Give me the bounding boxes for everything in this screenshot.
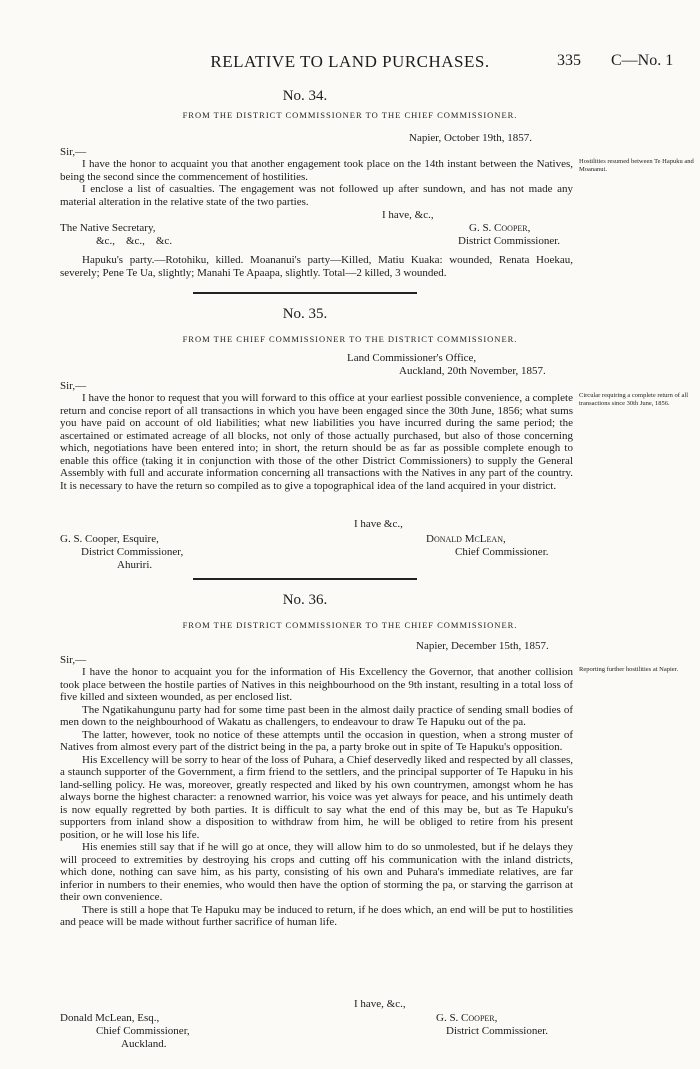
letter-36-addressee-line: Donald McLean, Esq., [60, 1012, 160, 1024]
letter-36-addressee-line: Chief Commissioner, [96, 1025, 190, 1037]
letter-35-addressee-line: Ahuriri. [117, 559, 153, 571]
letter-34-addressee-line: The Native Secretary, [60, 222, 156, 234]
letter-36-paragraph: There is still a hope that Te Hapuku may be induced to return, if he does which, an end will be put to hostilities and peace will be made without further sacrifice of human life. [60, 903, 573, 928]
letter-34-enclosure [60, 254, 573, 279]
letter-36-body [60, 666, 573, 929]
letter-36-signature-title: District Commissioner. [446, 1025, 549, 1037]
letter-36-paragraph: The Ngatikahungunu party had for some time past been in the almost daily practice of sending small bodies of men down to the neighbourhood of Wakatu as challengers, to endeavour to draw Te Hapuku out of the pa. [60, 703, 573, 728]
letter-35-margin-note: Circular requiring a complete return of all transactions since 30th June, 1856. [579, 392, 689, 407]
letter-36-paragraph: I have the honor to acquaint you for the information of His Excellency the Governor, that another collision took place between the hostile parties of Natives in this neighbourhood on the 9th instant, resulting in a total loss of five killed and sixteen wounded, as per enclosed list. [60, 666, 573, 703]
letter-36-salutation: Sir,— [60, 654, 87, 666]
letter-34-number: No. 34. [282, 88, 328, 104]
letter-36-addressee-line: Auckland. [121, 1038, 167, 1050]
letter-34-paragraph: I enclose a list of casualties. The engagement was not followed up after sundown, and has not made any material alteration in the relative state of the two parties. [60, 183, 573, 208]
letter-35-body [60, 392, 573, 492]
page-number: 335 [557, 52, 581, 69]
letter-36-margin-note: Reporting further hostilities at Napier. [579, 666, 679, 673]
letter-36-place-date: Napier, December 15th, 1857. [416, 640, 549, 652]
letter-36-paragraph: His enemies still say that if he will go at once, they will allow him to do so unmolested, but if he delays they will proceed to extremities by destroying his crops and cutting off his communication with the inland districts, which done, nothing can save him, as his party, consisting of his own and Puhara's immediate relatives, are far inferior in numbers to their enemies, who would then have the option of storming the pa, or starving the garrison at their own convenience. [60, 841, 573, 903]
letter-35-number: No. 35. [282, 306, 328, 322]
letter-34-addressee-line: &c., &c., &c. [96, 235, 173, 247]
letter-34-margin-note: Hostilities resumed between Te Hapuku and Moananui. [579, 158, 694, 173]
letter-34-body [60, 158, 573, 208]
letter-35-place-line: Auckland, 20th November, 1857. [399, 365, 546, 377]
running-title: RELATIVE TO LAND PURCHASES. [210, 52, 490, 71]
letter-35-signature-name: Donald McLean, [426, 533, 506, 545]
letter-35-signature-title: Chief Commissioner. [455, 546, 549, 558]
section-divider [193, 578, 417, 580]
document-code: C—No. 1 [611, 52, 674, 69]
letter-35-closing: I have &c., [354, 518, 403, 530]
letter-35-addressee-line: G. S. Cooper, Esquire, [60, 533, 159, 545]
letter-35-salutation: Sir,— [60, 380, 87, 392]
letter-34-casualty-list: Hapuku's party.—Rotohiku, killed. Moananui's party—Killed, Matiu Kuaka: wounded, Renata Hoekau, severely; Pene Te Ua, slightly; Manahi Te Apaapa, slightly. Total—2 killed, 3 wounded. [60, 254, 573, 279]
letter-34-place-date: Napier, October 19th, 1857. [409, 132, 532, 144]
letter-36-paragraph: His Excellency will be sorry to hear of the loss of Puhara, a Chief deservedly liked and respected by all classes, a staunch supporter of the Government, a firm friend to the settlers, and the principal supporter of Te Hapuku in his land-selling policy. He was, moreover, greatly respected and liked by his own countrymen, amongst whom he has always borne the highest character: a renowned warrior, his voice was yet always for peace, and his untimely death is now equally regretted by both parties. It is difficult to say what the end of this may be, but as Te Hapuku's supporters from inland show a disposition to withdraw from him, he will be obliged to retire from his present position, or he will lose his life. [60, 753, 573, 841]
letter-35-paragraph: I have the honor to request that you will forward to this office at your earliest possible convenience, a complete return and concise report of all transactions in which you have been engaged since the 30th June, 1856; what sums you have paid on account of old liabilities; what new liabilities you have incurred during the same period; the ascertained or estimated acreage of all blocks, not only of those actually purchased, but also of those concerning which, negotiations have been entered into; in short, the return should be as far as possible complete enough to enable this office (taking it in conjunction with those of the other District Commissioners) to supply the General Assembly with full and accurate information concerning all transactions with the Natives in any part of the country. It is necessary to have the return so compiled as to give a topographical idea of the land acquired in your district. [60, 392, 573, 492]
letter-35-from-line: FROM THE CHIEF COMMISSIONER TO THE DISTRICT COMMISSIONER. [182, 334, 518, 344]
section-divider [193, 292, 417, 294]
letter-36-from-line: FROM THE DISTRICT COMMISSIONER TO THE CHIEF COMMISSIONER. [182, 620, 518, 630]
letter-34-salutation: Sir,— [60, 146, 87, 158]
letter-34-from-line: FROM THE DISTRICT COMMISSIONER TO THE CHIEF COMMISSIONER. [182, 110, 518, 120]
letter-34-signature-name: G. S. Cooper, [469, 222, 531, 234]
letter-35-place-line: Land Commissioner's Office, [347, 352, 477, 364]
letter-34-closing: I have, &c., [382, 209, 434, 221]
letter-35-addressee-line: District Commissioner, [81, 546, 184, 558]
letter-34-signature-title: District Commissioner. [458, 235, 561, 247]
letter-34-paragraph: I have the honor to acquaint you that another engagement took place on the 14th instant between the Natives, being the second since the commencement of hostilities. [60, 158, 573, 183]
letter-36-closing: I have, &c., [354, 998, 406, 1010]
letter-36-signature-name: G. S. Cooper, [436, 1012, 498, 1024]
letter-36-paragraph: The latter, however, took no notice of these attempts until the occasion in question, when a strong muster of Natives from almost every part of the district being in the pa, a party broke out in spite of Te Hapuku's opposition. [60, 728, 573, 753]
letter-36-number: No. 36. [282, 592, 328, 608]
